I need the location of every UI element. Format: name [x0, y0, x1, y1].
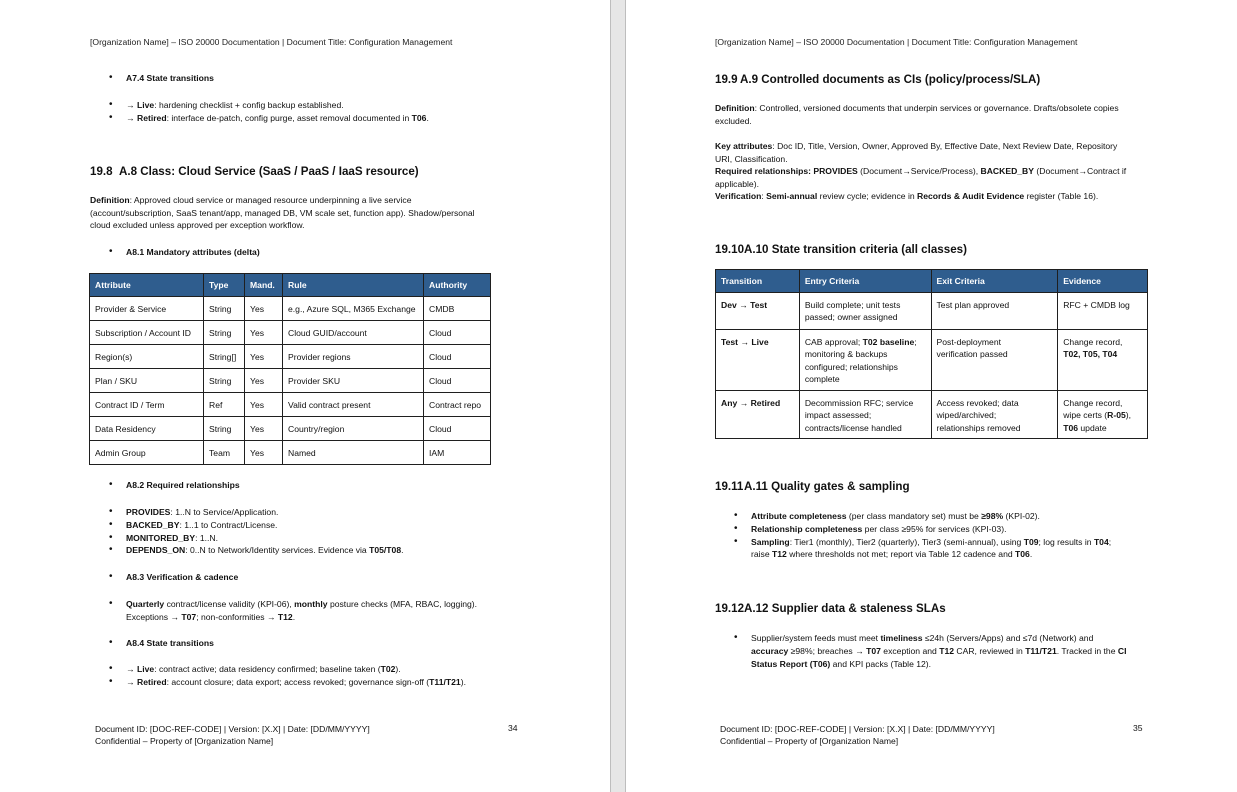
- a84-heading: • A8.4 State transitions: [109, 638, 214, 648]
- a74-heading: • A7.4 State transitions: [109, 73, 214, 83]
- section-heading-19-12: 19.12A.12 Supplier data & staleness SLAs: [715, 602, 946, 615]
- table-row: Provider & Service String Yes e.g., Azure SQL, M365 Exchange CMDB: [90, 297, 491, 321]
- a82-heading: • A8.2 Required relationships: [109, 480, 240, 490]
- section-heading-19-8: 19.8 A.8 Class: Cloud Service (SaaS / PaaS / IaaS resource): [90, 165, 419, 178]
- a82-list: [109, 506, 529, 557]
- list-item: • → Live: contract active; data residency confirmed; baseline taken (T02).: [109, 663, 529, 676]
- column-header: Entry Criteria: [799, 270, 931, 293]
- table-row: Any → Retired Decommission RFC; service impact assessed; contracts/license handled Access revoked; data wiped/archived; relationships removed Change record, wipe certs (R-05), T06 update: [716, 391, 1148, 439]
- page-header: [Organization Name] – ISO 20000 Documentation | Document Title: Configuration Management: [90, 37, 453, 47]
- list-item: • Attribute completeness (per class mandatory set) must be ≥98% (KPI-02).: [734, 510, 1164, 523]
- section-heading-19-9: 19.9 A.9 Controlled documents as CIs (policy/process/SLA): [715, 73, 1041, 86]
- a74-list: [109, 99, 529, 125]
- column-header: Attribute: [90, 274, 204, 297]
- list-item: • Quarterly contract/license validity (KPI-06), monthly posture checks (MFA, RBAC, logging). Exceptions → T07; non-conformities → T12.: [109, 598, 529, 624]
- page-footer: Document ID: [DOC-REF-CODE] | Version: [X.X] | Date: [DD/MM/YYYY] Confidential – Property of [Organization Name]: [95, 724, 370, 747]
- column-header: Authority: [424, 274, 491, 297]
- list-item: • Sampling: Tier1 (monthly), Tier2 (quarterly), Tier3 (semi-annual), using T09; log results in T04; raise T12 where thresholds not met; report via Table 12 cadence and T06.: [734, 536, 1164, 562]
- column-header: Exit Criteria: [931, 270, 1058, 293]
- state-transition-table: [715, 269, 1148, 439]
- table-header-row: [716, 270, 1148, 293]
- table-row: Region(s) String[] Yes Provider regions Cloud: [90, 345, 491, 369]
- column-header: Mand.: [245, 274, 283, 297]
- a83-list: [109, 598, 529, 624]
- column-header: Type: [204, 274, 245, 297]
- a84-list: [109, 663, 529, 689]
- supplier-sla-list: [734, 632, 1164, 670]
- definition-paragraph: Definition: Controlled, versioned documents that underpin services or governance. Drafts/obsolete copies excluded.: [715, 103, 1119, 126]
- table-header-row: [90, 274, 491, 297]
- table-row: Admin Group Team Yes Named IAM: [90, 441, 491, 465]
- key-attributes-paragraph: Key attributes: Doc ID, Title, Version, Owner, Approved By, Effective Date, Next Review Date, Repository URI, Classification. Required relationships: PROVIDES (Document→Service/Process), BACKED_BY (Document→Contract if applicable). Verification: Semi-annual review cycle; evidence in Records & Audit Evidence register (Table 16).: [715, 141, 1127, 202]
- section-heading-19-11: 19.11A.11 Quality gates & sampling: [715, 480, 910, 493]
- table-row: Plan / SKU String Yes Provider SKU Cloud: [90, 369, 491, 393]
- list-item: • Relationship completeness per class ≥95% for services (KPI-03).: [734, 523, 1164, 536]
- page-number: 34: [508, 723, 518, 733]
- page-header: [Organization Name] – ISO 20000 Documentation | Document Title: Configuration Management: [715, 37, 1078, 47]
- table-row: Data Residency String Yes Country/region Cloud: [90, 417, 491, 441]
- quality-gates-list: [734, 510, 1164, 561]
- mandatory-attributes-table: [89, 273, 491, 465]
- a83-heading: • A8.3 Verification & cadence: [109, 572, 238, 582]
- table-row: Test → Live CAB approval; T02 baseline; monitoring & backups configured; relationships complete Post-deployment verification passed Change record, T02, T05, T04: [716, 330, 1148, 391]
- page-35: [625, 0, 1237, 792]
- list-item: • MONITORED_BY: 1..N.: [109, 532, 529, 545]
- column-header: Transition: [716, 270, 800, 293]
- a81-heading: • A8.1 Mandatory attributes (delta): [109, 247, 260, 257]
- table-row: Dev → Test Build complete; unit tests passed; owner assigned Test plan approved RFC + CMDB log: [716, 293, 1148, 330]
- table-row: Contract ID / Term Ref Yes Valid contract present Contract repo: [90, 393, 491, 417]
- list-item: • → Live: hardening checklist + config backup established.: [109, 99, 529, 112]
- definition-paragraph: Definition: Approved cloud service or managed resource underpinning a live service (account/subscription, SaaS tenant/app, managed DB, VM scale set, function app). Shadow/personal cloud excluded unless approved per exception workflow.: [90, 195, 475, 231]
- list-item: • Supplier/system feeds must meet timeliness ≤24h (Servers/Apps) and ≤7d (Network) and accuracy ≥98%; breaches → T07 exception and T12 CAR, reviewed in T11/T21. Tracked in the CI Status Report (T06) and KPI packs (Table 12).: [734, 632, 1164, 670]
- section-heading-19-10: 19.10A.10 State transition criteria (all classes): [715, 243, 967, 256]
- list-item: • PROVIDES: 1..N to Service/Application.: [109, 506, 529, 519]
- page-34: [0, 0, 611, 792]
- page-footer: Document ID: [DOC-REF-CODE] | Version: [X.X] | Date: [DD/MM/YYYY] Confidential – Property of [Organization Name]: [720, 724, 995, 747]
- column-header: Evidence: [1058, 270, 1148, 293]
- column-header: Rule: [283, 274, 424, 297]
- list-item: • BACKED_BY: 1..1 to Contract/License.: [109, 519, 529, 532]
- list-item: • → Retired: interface de-patch, config purge, asset removal documented in T06.: [109, 112, 529, 125]
- table-row: Subscription / Account ID String Yes Cloud GUID/account Cloud: [90, 321, 491, 345]
- page-number: 35: [1133, 723, 1143, 733]
- list-item: • DEPENDS_ON: 0..N to Network/Identity services. Evidence via T05/T08.: [109, 544, 529, 557]
- list-item: • → Retired: account closure; data export; access revoked; governance sign-off (T11/T21).: [109, 676, 529, 689]
